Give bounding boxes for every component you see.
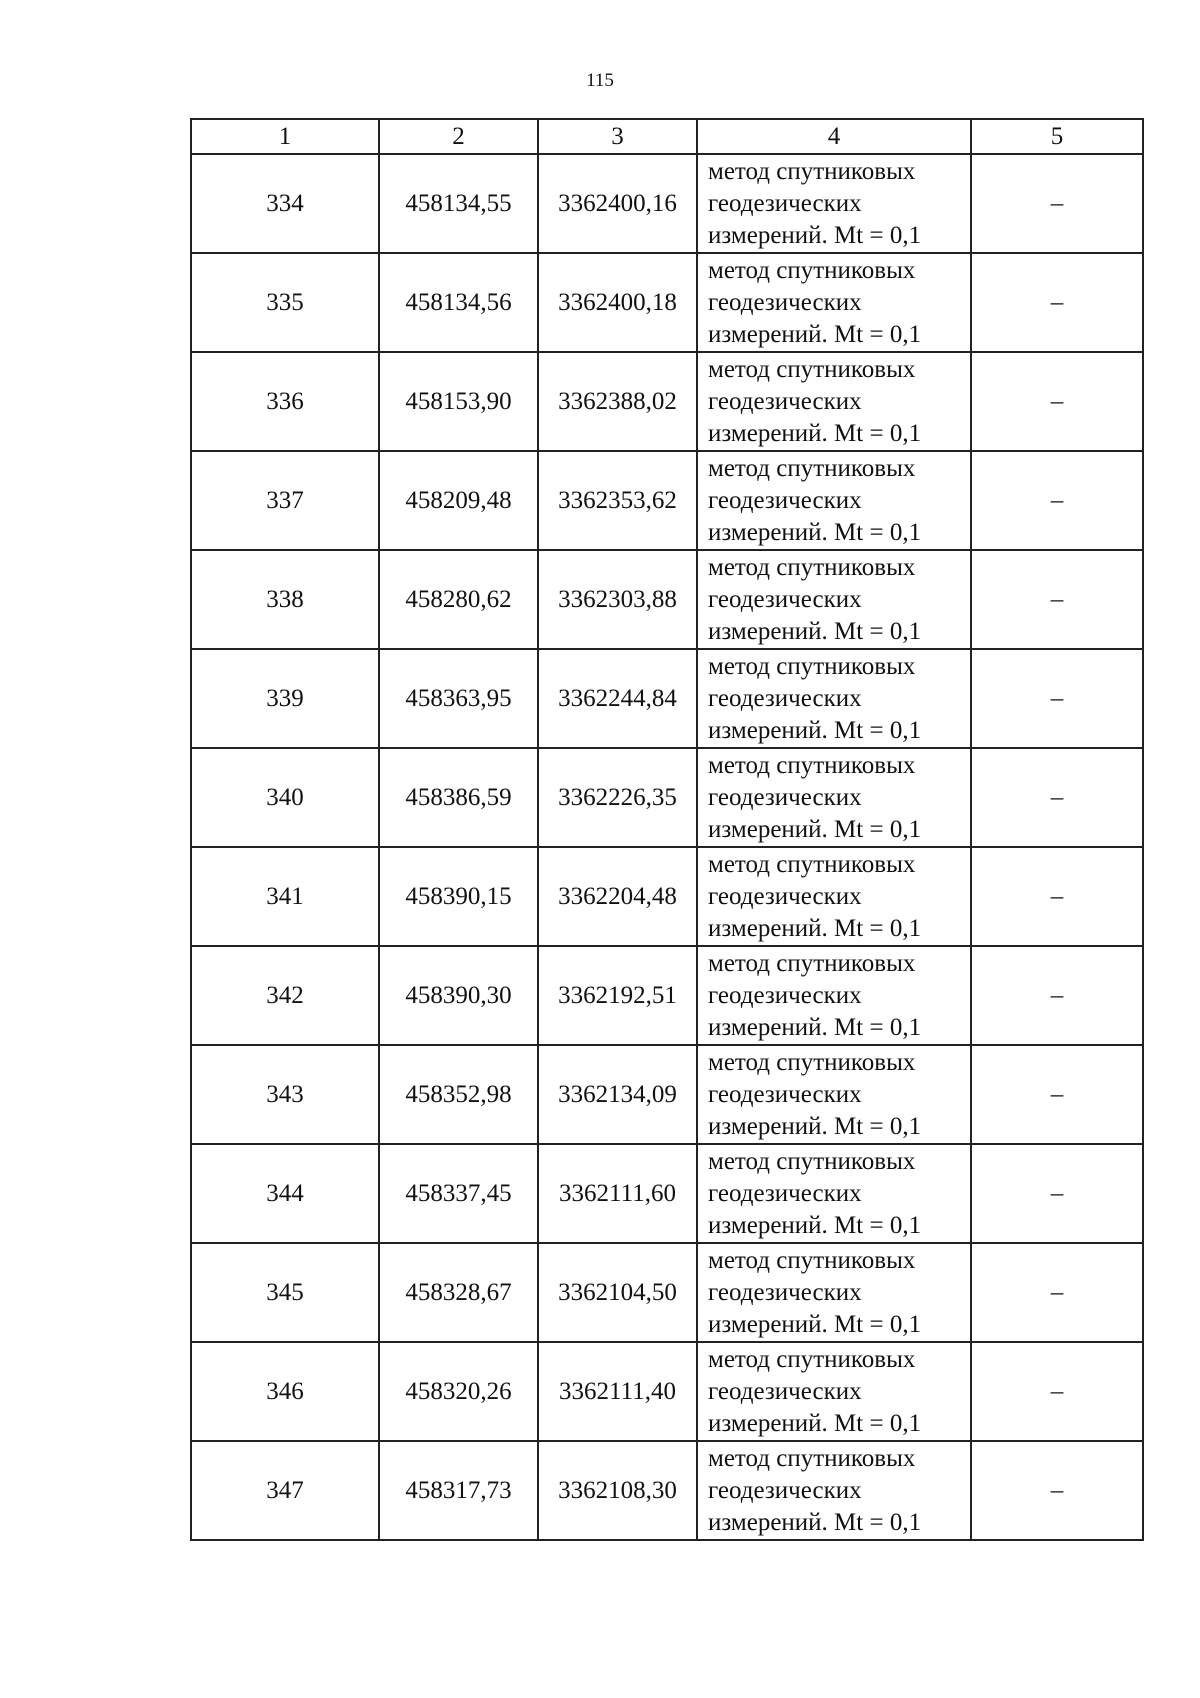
method-line: метод спутниковых [708, 751, 916, 779]
point-number-cell: 337 [191, 451, 379, 550]
method-line: метод спутниковых [708, 157, 916, 185]
point-number-cell: 338 [191, 550, 379, 649]
method-cell [697, 550, 971, 649]
method-cell [697, 154, 971, 253]
note-cell: – [971, 748, 1143, 847]
method-line: измерений. Mt = 0,1 [708, 1409, 922, 1437]
coordinates-table [190, 118, 1144, 1541]
y-coordinate-cell: 3362353,62 [538, 451, 697, 550]
method-cell [697, 1144, 971, 1243]
x-coordinate-cell: 458386,59 [379, 748, 538, 847]
y-coordinate-cell: 3362111,40 [538, 1342, 697, 1441]
table-row [191, 550, 1143, 649]
method-cell [697, 1045, 971, 1144]
method-line: измерений. Mt = 0,1 [708, 1211, 922, 1239]
method-line: геодезических [708, 486, 862, 514]
method-cell [697, 352, 971, 451]
table-row [191, 649, 1143, 748]
note-cell: – [971, 1045, 1143, 1144]
point-number-cell: 344 [191, 1144, 379, 1243]
method-line: измерений. Mt = 0,1 [708, 1310, 922, 1338]
method-cell [697, 1342, 971, 1441]
table-row [191, 748, 1143, 847]
point-number-cell: 341 [191, 847, 379, 946]
note-cell: – [971, 253, 1143, 352]
method-line: метод спутниковых [708, 553, 916, 581]
x-coordinate-cell: 458209,48 [379, 451, 538, 550]
note-cell: – [971, 847, 1143, 946]
y-coordinate-cell: 3362226,35 [538, 748, 697, 847]
method-line: метод спутниковых [708, 1246, 916, 1274]
page-number: 115 [586, 70, 614, 91]
note-cell: – [971, 1144, 1143, 1243]
method-line: геодезических [708, 189, 862, 217]
method-cell [697, 946, 971, 1045]
method-line: геодезических [708, 1080, 862, 1108]
method-line: геодезических [708, 981, 862, 1009]
x-coordinate-cell: 458390,15 [379, 847, 538, 946]
x-coordinate-cell: 458363,95 [379, 649, 538, 748]
column-header: 1 [191, 119, 379, 154]
method-line: метод спутниковых [708, 256, 916, 284]
method-line: измерений. Mt = 0,1 [708, 617, 922, 645]
method-line: измерений. Mt = 0,1 [708, 716, 922, 744]
method-line: геодезических [708, 1476, 862, 1504]
method-line: геодезических [708, 783, 862, 811]
method-line: измерений. Mt = 0,1 [708, 419, 922, 447]
table-row [191, 1441, 1143, 1540]
y-coordinate-cell: 3362244,84 [538, 649, 697, 748]
method-line: измерений. Mt = 0,1 [708, 914, 922, 942]
y-coordinate-cell: 3362303,88 [538, 550, 697, 649]
table-row [191, 847, 1143, 946]
point-number-cell: 346 [191, 1342, 379, 1441]
x-coordinate-cell: 458280,62 [379, 550, 538, 649]
point-number-cell: 342 [191, 946, 379, 1045]
x-coordinate-cell: 458328,67 [379, 1243, 538, 1342]
method-line: измерений. Mt = 0,1 [708, 1013, 922, 1041]
table-row [191, 1045, 1143, 1144]
y-coordinate-cell: 3362388,02 [538, 352, 697, 451]
note-cell: – [971, 946, 1143, 1045]
x-coordinate-cell: 458390,30 [379, 946, 538, 1045]
note-cell: – [971, 154, 1143, 253]
note-cell: – [971, 451, 1143, 550]
method-line: измерений. Mt = 0,1 [708, 815, 922, 843]
x-coordinate-cell: 458337,45 [379, 1144, 538, 1243]
point-number-cell: 345 [191, 1243, 379, 1342]
method-cell [697, 451, 971, 550]
method-cell [697, 1441, 971, 1540]
note-cell: – [971, 352, 1143, 451]
table-row [191, 946, 1143, 1045]
method-line: геодезических [708, 387, 862, 415]
table-row [191, 352, 1143, 451]
x-coordinate-cell: 458320,26 [379, 1342, 538, 1441]
method-line: измерений. Mt = 0,1 [708, 1508, 922, 1536]
note-cell: – [971, 1441, 1143, 1540]
y-coordinate-cell: 3362192,51 [538, 946, 697, 1045]
method-line: метод спутниковых [708, 652, 916, 680]
method-line: геодезических [708, 882, 862, 910]
method-line: метод спутниковых [708, 850, 916, 878]
table-row [191, 253, 1143, 352]
point-number-cell: 339 [191, 649, 379, 748]
method-line: метод спутниковых [708, 1048, 916, 1076]
table-header-row [191, 119, 1143, 154]
column-header: 4 [697, 119, 971, 154]
y-coordinate-cell: 3362204,48 [538, 847, 697, 946]
method-line: метод спутниковых [708, 1444, 916, 1472]
point-number-cell: 334 [191, 154, 379, 253]
y-coordinate-cell: 3362400,16 [538, 154, 697, 253]
method-line: метод спутниковых [708, 1147, 916, 1175]
method-line: геодезических [708, 684, 862, 712]
method-cell [697, 748, 971, 847]
method-line: измерений. Mt = 0,1 [708, 1112, 922, 1140]
point-number-cell: 335 [191, 253, 379, 352]
method-line: геодезических [708, 1179, 862, 1207]
point-number-cell: 340 [191, 748, 379, 847]
note-cell: – [971, 1342, 1143, 1441]
method-line: метод спутниковых [708, 355, 916, 383]
method-line: метод спутниковых [708, 454, 916, 482]
y-coordinate-cell: 3362104,50 [538, 1243, 697, 1342]
method-line: измерений. Mt = 0,1 [708, 320, 922, 348]
table-row [191, 1144, 1143, 1243]
y-coordinate-cell: 3362108,30 [538, 1441, 697, 1540]
y-coordinate-cell: 3362400,18 [538, 253, 697, 352]
point-number-cell: 343 [191, 1045, 379, 1144]
x-coordinate-cell: 458352,98 [379, 1045, 538, 1144]
method-line: измерений. Mt = 0,1 [708, 221, 922, 249]
method-line: метод спутниковых [708, 949, 916, 977]
method-line: геодезических [708, 288, 862, 316]
x-coordinate-cell: 458317,73 [379, 1441, 538, 1540]
note-cell: – [971, 550, 1143, 649]
column-header: 2 [379, 119, 538, 154]
y-coordinate-cell: 3362111,60 [538, 1144, 697, 1243]
method-line: геодезических [708, 1278, 862, 1306]
table-row [191, 154, 1143, 253]
y-coordinate-cell: 3362134,09 [538, 1045, 697, 1144]
point-number-cell: 336 [191, 352, 379, 451]
table-body [191, 154, 1143, 1540]
method-line: геодезических [708, 585, 862, 613]
method-line: геодезических [708, 1377, 862, 1405]
method-cell [697, 847, 971, 946]
method-cell [697, 649, 971, 748]
method-line: измерений. Mt = 0,1 [708, 518, 922, 546]
x-coordinate-cell: 458134,56 [379, 253, 538, 352]
column-header: 5 [971, 119, 1143, 154]
method-cell [697, 1243, 971, 1342]
x-coordinate-cell: 458134,55 [379, 154, 538, 253]
table-row [191, 1243, 1143, 1342]
table-row [191, 451, 1143, 550]
method-line: метод спутниковых [708, 1345, 916, 1373]
note-cell: – [971, 649, 1143, 748]
note-cell: – [971, 1243, 1143, 1342]
method-cell [697, 253, 971, 352]
table-row [191, 1342, 1143, 1441]
x-coordinate-cell: 458153,90 [379, 352, 538, 451]
column-header: 3 [538, 119, 697, 154]
point-number-cell: 347 [191, 1441, 379, 1540]
